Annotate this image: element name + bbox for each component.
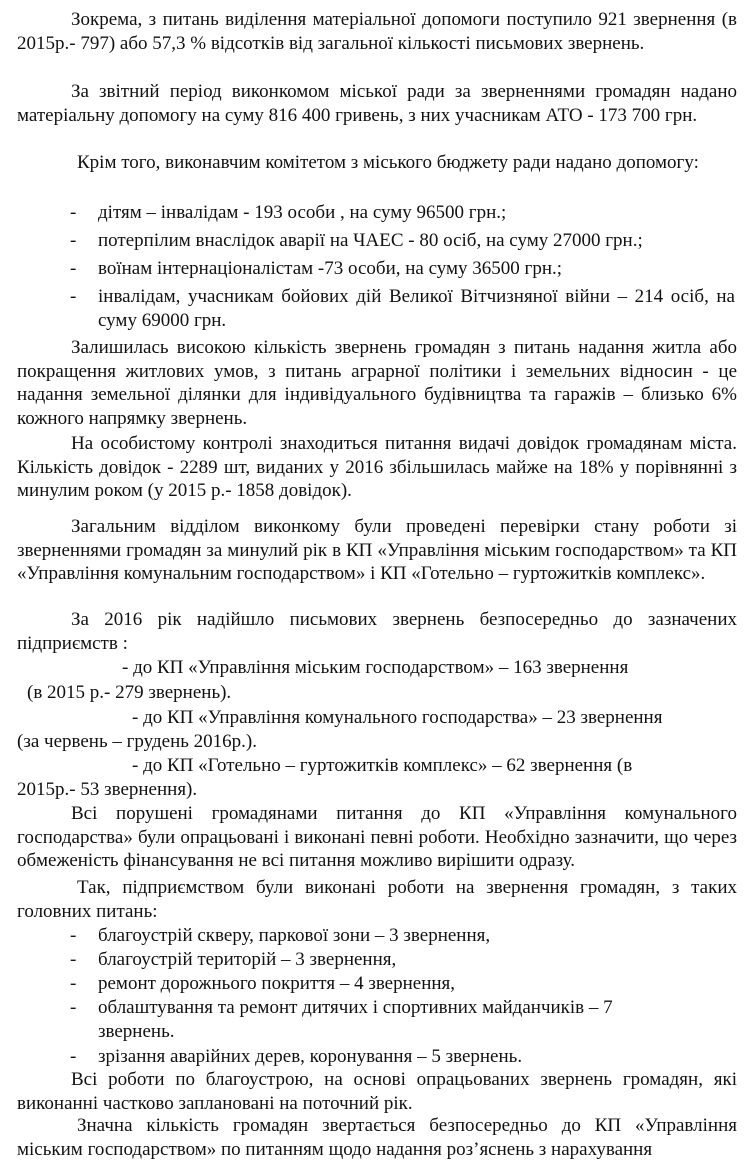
list-item-text: ремонт дорожнього покриття – 4 звернення, (98, 973, 456, 994)
paragraph-city-budget-aid: Крім того, виконавчим комітетом з міського бюджету ради надано допомогу: (77, 152, 699, 173)
list-item-text: дітям – інвалідам - 193 особи , на суму 96500 грн.; (98, 202, 507, 223)
paragraph-citizens-kp: Значна кількість громадян звертається безпосередньо до КП «Управління міським господарством» по питанням щодо надання роз’яснень з нарахування (17, 1115, 737, 1160)
paragraph-communal-works: Всі порушені громадянами питання до КП «Управління комунального господарства» були опрацьовані і виконані певні роботи. Необхідно зазначити, що через обмеженість фінансування не всі питання можливо вирішити одразу. (17, 803, 737, 871)
paragraph-enterprise-requests: За 2016 рік надійшло письмових звернень безпосередньо до зазначених підприємств : (17, 609, 737, 654)
list-item-work (70, 996, 660, 1043)
list-item-text: благоустрій скверу, паркової зони – 3 звернення, (98, 925, 491, 946)
list-item-aid (70, 285, 735, 332)
list-item-text: благоустрій територій – 3 звернення, (98, 949, 397, 970)
kp-city-economy-line: - до КП «Управління міським господарством» – 163 звернення (122, 657, 629, 678)
list-item-work (70, 948, 735, 972)
list-dash: - (70, 1046, 77, 1067)
paragraph-inspections: Загальним відділом виконкому були проведені перевірки стану роботи зі зверненнями громадян за минулий рік в КП «Управління міським господарством» та КП «Управління комунальним господарством» і КП «Готельно – гуртожитків комплекс». (17, 516, 737, 584)
list-dash: - (70, 925, 77, 946)
kp-communal-line: - до КП «Управління комунального господарства» – 23 звернення (132, 707, 663, 728)
list-dash: - (70, 949, 77, 970)
kp-city-economy-note: (в 2015 р.- 279 звернень). (27, 682, 232, 703)
list-item-text: воїнам інтернаціоналістам -73 особи, на суму 36500 грн.; (98, 258, 563, 279)
list-dash: - (70, 997, 77, 1018)
paragraph-main-works: Так, підприємством були виконані роботи на звернення громадян, з таких головних питань: (17, 877, 737, 922)
kp-hostel-line: - до КП «Готельно – гуртожитків комплекс» – 62 звернення (в (132, 755, 633, 776)
list-item-work (70, 1045, 735, 1069)
list-dash: - (70, 230, 77, 251)
paragraph-material-aid-sum: За звітний період виконкомом міської ради за зверненнями громадян надано матеріальну допомогу на суму 816 400 гривень, з них учасникам АТО - 173 700 грн. (17, 81, 737, 126)
list-item-aid (70, 229, 735, 253)
list-item-text: інвалідам, учасникам бойових дій Великої Вітчизняної війни – 214 осіб, на суму 69000 грн. (98, 286, 735, 331)
list-item-text: потерпілим внаслідок аварії на ЧАЕС - 80 осіб, на суму 27000 грн.; (98, 230, 643, 251)
list-dash: - (70, 286, 77, 307)
paragraph-housing-requests: Залишилась високою кількість звернень громадян з питань надання житла або покращення житлових умов, з питань аграрної політики і земельних відносин - це надання земельної ділянки для індивідуального будівництва та гаражів – близько 6% кожного напрямку звернень. (17, 337, 737, 429)
list-item-aid (70, 257, 735, 281)
paragraph-certificates: На особистому контролі знаходиться питання видачі довідок громадянам міста. Кількість довідок - 2289 шт, виданих у 2016 збільшилась майже на 18% у порівнянні з минулим роком (у 2015 р.- 1858 довідок). (17, 433, 737, 501)
list-item-text: облаштування та ремонт дитячих і спортивних майданчиків – 7 звернень. (98, 997, 613, 1042)
kp-hostel-note: 2015р.- 53 звернення). (17, 779, 198, 800)
list-item-text: зрізання аварійних дерев, коронування – 5 звернень. (98, 1046, 523, 1067)
list-dash: - (70, 202, 77, 223)
list-item-work (70, 972, 735, 996)
list-item-work (70, 924, 735, 948)
paragraph-landscaping: Всі роботи по благоустрою, на основі опрацьованих звернень громадян, які виконанні частково заплановані на поточний рік. (17, 1069, 737, 1114)
paragraph-material-aid-requests: Зокрема, з питань виділення матеріальної допомоги поступило 921 звернення (в 2015р.- 797) або 57,3 % відсотків від загальної кількості письмових звернень. (17, 9, 737, 54)
list-item-aid (70, 201, 735, 225)
list-dash: - (70, 973, 77, 994)
kp-communal-note: (за червень – грудень 2016р.). (17, 731, 257, 752)
list-dash: - (70, 258, 77, 279)
